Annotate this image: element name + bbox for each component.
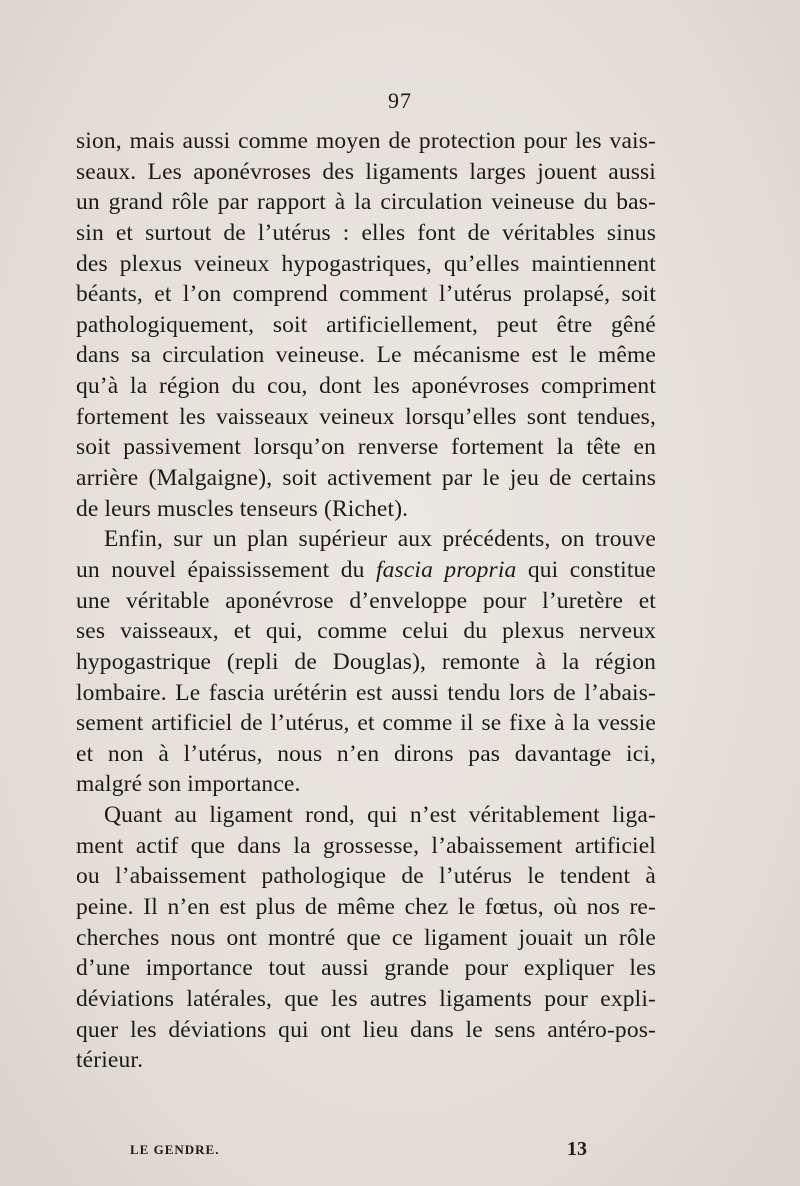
paragraph-start-line: Quant au ligament rond, qui n’est véritablement liga- bbox=[104, 802, 656, 829]
text-line: une véritable aponévrose d’enveloppe pour l’uretère et bbox=[76, 587, 656, 614]
paragraph-start-line: Enfin, sur un plan supérieur aux précédents, on trouve bbox=[104, 526, 656, 553]
text-line: ment actif que dans la grossesse, l’abaissement artificiel bbox=[76, 832, 656, 859]
text-line: hypogastrique (repli de Douglas), remonte à la région bbox=[76, 648, 656, 675]
text-fragment: un nouvel épaississement du bbox=[76, 556, 376, 583]
paragraph-end-line: de leurs muscles tenseurs (Richet). bbox=[76, 495, 409, 522]
paragraph-end-line: malgré son importance. bbox=[76, 771, 301, 798]
text-line: seaux. Les aponévroses des ligaments larges jouent aussi bbox=[76, 158, 656, 185]
printer-signature: LE GENDRE. bbox=[130, 1142, 220, 1157]
text-line: déviations latérales, que les autres ligaments pour expli- bbox=[76, 985, 656, 1012]
text-line: fortement les vaisseaux veineux lorsqu’elles sont tendues, bbox=[76, 403, 656, 430]
text-line: sement artificiel de l’utérus, et comme il se fixe à la vessie bbox=[76, 710, 656, 737]
text-line: un grand rôle par rapport à la circulation veineuse du bas- bbox=[76, 189, 656, 216]
italic-term: fascia propria bbox=[375, 556, 517, 583]
text-line: pathologiquement, soit artificiellement, peut être gêné bbox=[76, 311, 656, 338]
text-line: lombaire. Le fascia urétérin est aussi tendu lors de l’abais- bbox=[76, 679, 656, 706]
text-fragment: qui constitue bbox=[516, 556, 656, 583]
text-line: peine. Il n’en est plus de même chez le fœtus, où nos re- bbox=[76, 894, 656, 921]
text-line: ou l’abaissement pathologique de l’utérus le tendent à bbox=[76, 863, 656, 890]
text-line: qu’à la région du cou, dont les aponévroses compriment bbox=[76, 373, 656, 400]
text-line: et non à l’utérus, nous n’en dirons pas davantage ici, bbox=[76, 740, 656, 767]
text-line: sin et surtout de l’utérus : elles font de véritables sinus bbox=[76, 219, 656, 246]
text-line: béants, et l’on comprend comment l’utérus prolapsé, soit bbox=[76, 281, 656, 308]
text-line: soit passivement lorsqu’on renverse fortement la tête en bbox=[76, 434, 656, 461]
paragraph-end-line: térieur. bbox=[76, 1047, 144, 1074]
text-line: cherches nous ont montré que ce ligament jouait un rôle bbox=[76, 924, 656, 951]
page-footer bbox=[0, 1138, 800, 1168]
body-text bbox=[76, 126, 656, 1076]
text-line: des plexus veineux hypogastriques, qu’elles maintiennent bbox=[76, 250, 656, 277]
text-line: arrière (Malgaigne), soit activement par le jeu de certains bbox=[76, 465, 656, 492]
text-line: quer les déviations qui ont lieu dans le sens antéro-pos- bbox=[76, 1016, 656, 1043]
text-line: sion, mais aussi comme moyen de protection pour les vais- bbox=[76, 128, 656, 154]
text-line: d’une importance tout aussi grande pour expliquer les bbox=[76, 955, 656, 982]
text-line: ses vaisseaux, et qui, comme celui du plexus nerveux bbox=[76, 618, 656, 645]
text-line-with-italic bbox=[76, 555, 656, 586]
sheet-number: 13 bbox=[567, 1138, 587, 1160]
page-number: 97 bbox=[388, 88, 412, 113]
text-line: dans sa circulation veineuse. Le mécanisme est le même bbox=[76, 342, 656, 369]
